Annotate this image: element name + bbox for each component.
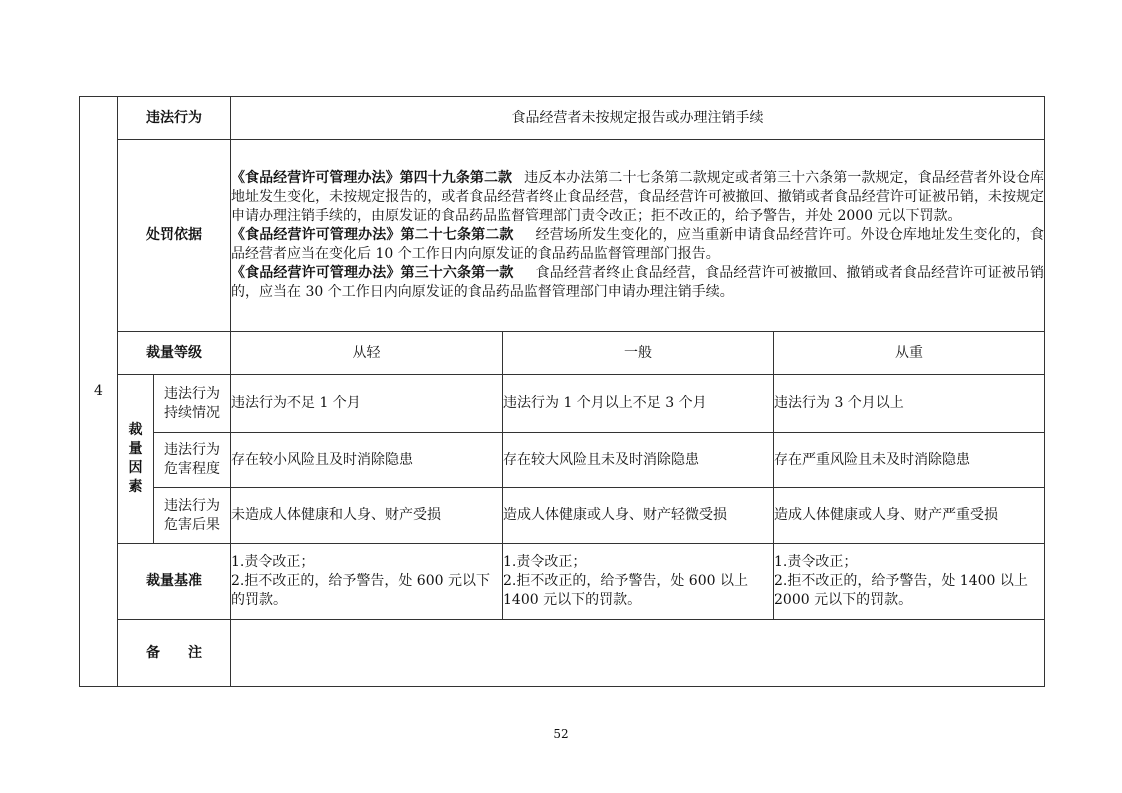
factor-degree-lenient: 存在较小风险且及时消除隐患 xyxy=(231,433,503,488)
basis-paragraph-3 xyxy=(231,264,1044,302)
standard-label: 裁量基准 xyxy=(118,544,231,620)
penalty-discretion-table xyxy=(79,96,1045,687)
level-general: 一般 xyxy=(503,332,774,375)
factor-name-consequence: 违法行为 危害后果 xyxy=(154,488,231,544)
basis-text xyxy=(231,140,1045,332)
basis-paragraph-2 xyxy=(231,226,1044,264)
factor-consequence-lenient: 未造成人体健康和人身、财产受损 xyxy=(231,488,503,544)
basis-title-3: 《食品经营许可管理办法》第三十六条第一款 xyxy=(231,265,514,281)
remarks-value xyxy=(231,620,1045,687)
remarks-label: 备 注 xyxy=(118,620,231,687)
factor-consequence-general: 造成人体健康或人身、财产轻微受损 xyxy=(503,488,774,544)
basis-title-1: 《食品经营许可管理办法》第四十九条第二款 xyxy=(231,170,513,186)
factor-name-degree: 违法行为 危害程度 xyxy=(154,433,231,488)
standard-lenient: 1.责令改正； 2.拒不改正的，给予警告，处 600 元以下的罚款。 xyxy=(231,544,503,620)
standard-general: 1.责令改正； 2.拒不改正的，给予警告，处 600 以上 1400 元以下的罚款。 xyxy=(503,544,774,620)
factor-name-duration: 违法行为 持续情况 xyxy=(154,375,231,433)
row-number: 4 xyxy=(80,97,118,687)
levels-label: 裁量等级 xyxy=(118,332,231,375)
basis-body-2: 经营场所发生变化的，应当重新申请食品经营许可。外设仓库地址发生变化的，食品经营者应当在变化后 10 个工作日内向原发证的食品药品监督管理部门报告。 xyxy=(231,227,1045,262)
violation-value: 食品经营者未按规定报告或办理注销手续 xyxy=(231,97,1045,140)
page-number: 52 xyxy=(553,727,569,741)
factor-consequence-severe: 造成人体健康或人身、财产严重受损 xyxy=(774,488,1045,544)
factor-degree-severe: 存在严重风险且未及时消除隐患 xyxy=(774,433,1045,488)
factors-label: 裁 量 因 素 xyxy=(118,375,154,544)
basis-paragraph-1 xyxy=(231,169,1044,226)
level-severe: 从重 xyxy=(774,332,1045,375)
factor-duration-general: 违法行为 1 个月以上不足 3 个月 xyxy=(503,375,774,433)
basis-label: 处罚依据 xyxy=(118,140,231,332)
violation-label: 违法行为 xyxy=(118,97,231,140)
basis-body-1: 违反本办法第二十七条第二款规定或者第三十六条第一款规定，食品经营者外设仓库地址发生变化，未按规定报告的，或者食品经营者终止食品经营，食品经营许可被撤回、撤销或者食品经营许可证被吊销，未按规定申请办理注销手续的，由原发证的食品药品监督管理部门责令改正；拒不改正的，给予警告，并处 2000 元以下罚款。 xyxy=(231,170,1045,224)
factor-degree-general: 存在较大风险且未及时消除隐患 xyxy=(503,433,774,488)
basis-title-2: 《食品经营许可管理办法》第二十七条第二款 xyxy=(231,227,514,243)
standard-severe: 1.责令改正； 2.拒不改正的，给予警告，处 1400 以上 2000 元以下的罚款。 xyxy=(774,544,1045,620)
level-lenient: 从轻 xyxy=(231,332,503,375)
factor-duration-lenient: 违法行为不足 1 个月 xyxy=(231,375,503,433)
factor-duration-severe: 违法行为 3 个月以上 xyxy=(774,375,1045,433)
basis-body-3: 食品经营者终止食品经营，食品经营许可被撤回、撤销或者食品经营许可证被吊销的，应当在 30 个工作日内向原发证的食品药品监督管理部门申请办理注销手续。 xyxy=(231,265,1045,300)
